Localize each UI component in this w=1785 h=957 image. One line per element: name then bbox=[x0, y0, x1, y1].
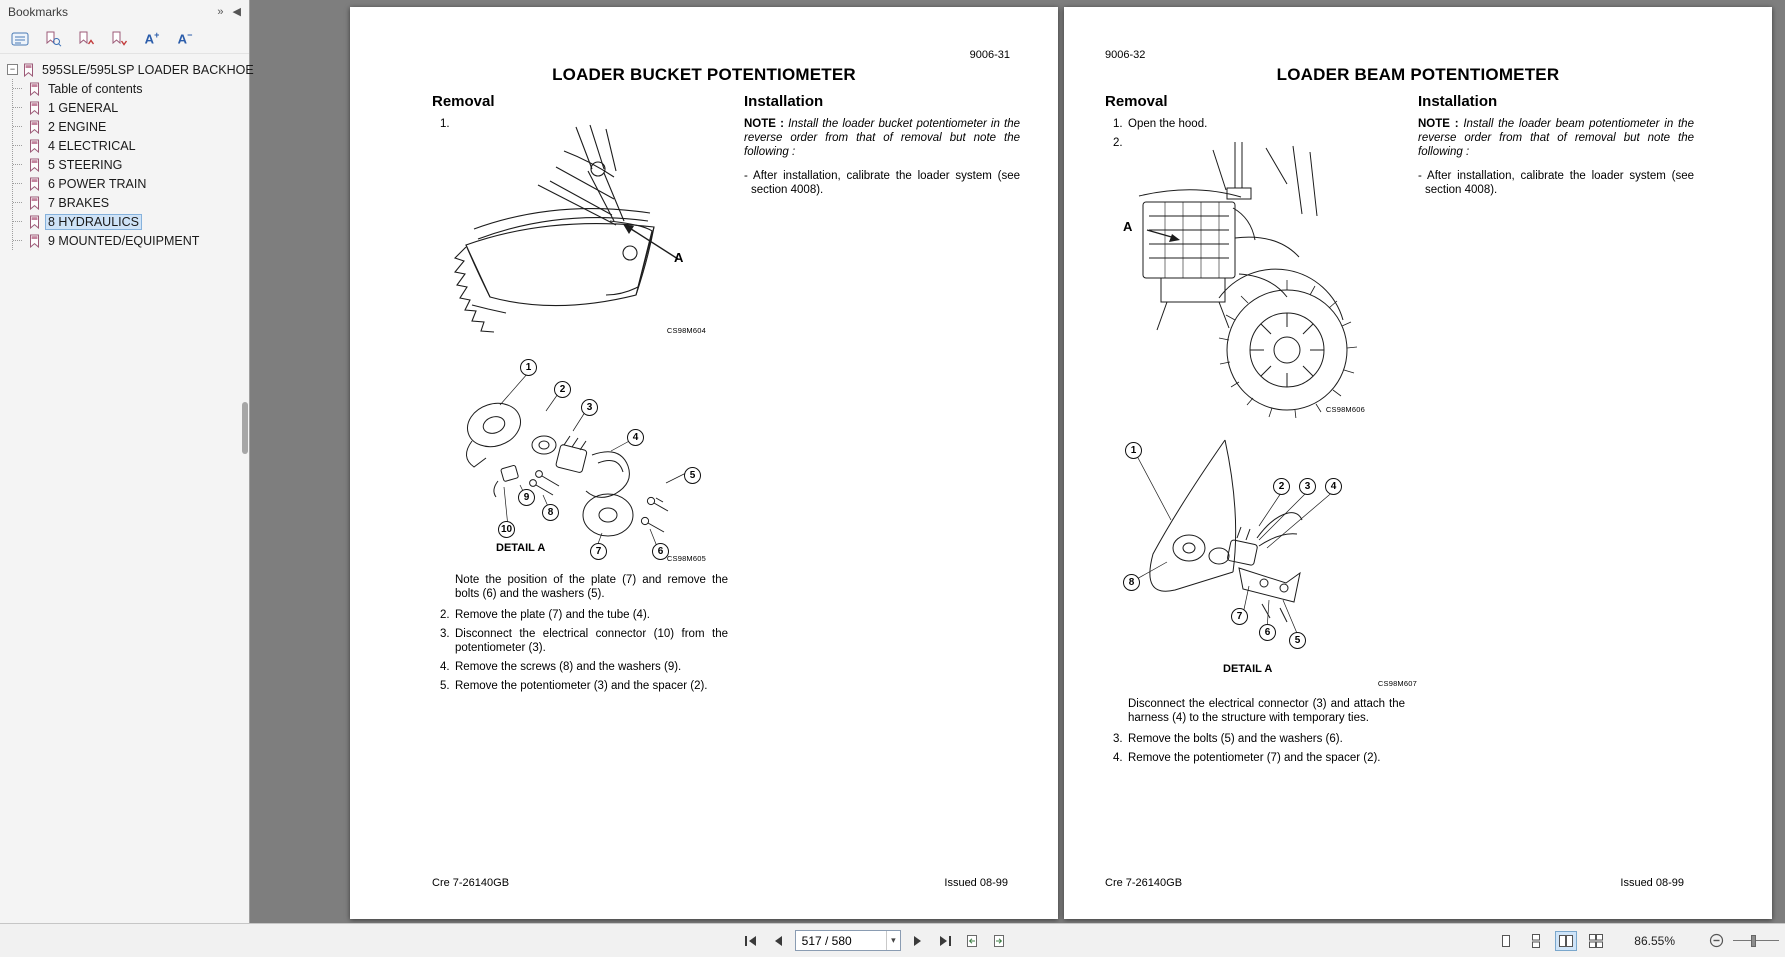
bookmark-flag-icon bbox=[29, 158, 40, 172]
step-4: 4. Remove the potentiometer (7) and the spacer (2). bbox=[1113, 752, 1381, 764]
first-page-button[interactable] bbox=[741, 931, 761, 951]
page-footer bbox=[432, 877, 1008, 889]
next-page-button[interactable] bbox=[908, 931, 928, 951]
installation-heading: Installation bbox=[744, 93, 824, 110]
facing-pages-view-button[interactable] bbox=[1555, 931, 1577, 951]
continuous-view-button[interactable] bbox=[1525, 931, 1547, 951]
installation-bullet: - After installation, calibrate the loader system (see section 4008). bbox=[1418, 170, 1694, 196]
bookmark-item-electrical[interactable] bbox=[13, 136, 249, 155]
font-decrease-button[interactable] bbox=[175, 30, 195, 48]
bookmark-flag-icon bbox=[29, 120, 40, 134]
page-title: LOADER BUCKET POTENTIOMETER bbox=[552, 65, 856, 84]
font-decrease-icon: A− bbox=[177, 30, 193, 47]
bookmark-label[interactable]: Table of contents bbox=[48, 81, 143, 96]
part-callout-1: 1 bbox=[1125, 442, 1142, 459]
step-5: 5. Remove the potentiometer (3) and the spacer (2). bbox=[440, 680, 708, 692]
step-4: 4. Remove the screws (8) and the washers (9). bbox=[440, 661, 682, 673]
single-page-view-button[interactable] bbox=[1495, 931, 1517, 951]
bookmark-label[interactable]: 4 ELECTRICAL bbox=[48, 138, 136, 153]
step-2: 2. Remove the plate (7) and the tube (4). bbox=[440, 609, 650, 621]
previous-view-icon bbox=[965, 934, 979, 948]
part-callout-1: 1 bbox=[520, 359, 537, 376]
bucket-potentiometer-exploded-figure bbox=[438, 351, 708, 567]
removal-steps bbox=[1105, 732, 1405, 765]
footer-reference: Cre 7-26140GB bbox=[432, 877, 510, 889]
bookmark-label-selected[interactable]: 8 HYDRAULICS bbox=[45, 214, 142, 230]
installation-note: NOTE : Install the loader beam potentiometer in the reverse order from that of removal but note the following : bbox=[1418, 118, 1694, 158]
zoom-slider[interactable] bbox=[1733, 934, 1779, 948]
bookmark-label[interactable]: 7 BRAKES bbox=[48, 195, 110, 210]
previous-page-icon bbox=[772, 935, 784, 947]
step-1-continuation: Note the position of the plate (7) and remove the bolts (6) and the washers (5). bbox=[455, 574, 728, 600]
page-left bbox=[350, 7, 1058, 919]
page-right bbox=[1064, 7, 1772, 919]
page-number-value[interactable]: 517 / 580 bbox=[801, 933, 852, 948]
part-callout-8: 8 bbox=[1123, 574, 1140, 591]
bookmark-options-button[interactable] bbox=[10, 30, 30, 48]
bookmarks-toolbar bbox=[0, 24, 249, 54]
footer-reference: Cre 7-26140GB bbox=[1105, 877, 1183, 889]
installation-column bbox=[744, 95, 1020, 197]
installation-note: NOTE : Install the loader bucket potentiometer in the reverse order from that of removal but note the following : bbox=[744, 118, 1020, 158]
bookmark-root-label[interactable]: 595SLE/595LSP LOADER BACKHOE bbox=[42, 62, 254, 77]
bookmark-find-button[interactable] bbox=[43, 30, 63, 48]
sidebar-scrollbar-thumb[interactable] bbox=[242, 402, 248, 454]
last-page-button[interactable] bbox=[935, 931, 955, 951]
bookmarks-panel-header bbox=[0, 0, 249, 24]
bookmark-children bbox=[12, 79, 249, 250]
tractor-side-figure bbox=[1117, 136, 1367, 418]
part-callout-6: 6 bbox=[652, 543, 669, 560]
continuous-view-icon bbox=[1529, 934, 1543, 948]
status-bar bbox=[0, 923, 1785, 957]
part-callout-4: 4 bbox=[627, 429, 644, 446]
installation-heading: Installation bbox=[1418, 93, 1498, 110]
figure-code: CS98M604 bbox=[666, 326, 706, 335]
bookmark-flag-icon bbox=[29, 215, 40, 229]
bookmark-item-mounted-equipment[interactable] bbox=[13, 231, 249, 250]
exploded-view-drawing bbox=[438, 351, 708, 567]
previous-page-button[interactable] bbox=[768, 931, 788, 951]
bookmark-next-icon bbox=[111, 31, 128, 47]
step-1: 1. Open the hood. bbox=[1113, 118, 1208, 130]
previous-view-button[interactable] bbox=[962, 931, 982, 951]
bookmark-flag-icon bbox=[23, 63, 34, 77]
page-dropdown-arrow-icon[interactable]: ▾ bbox=[886, 931, 900, 950]
beam-potentiometer-detail-figure bbox=[1113, 428, 1353, 660]
step-number: 1. bbox=[440, 118, 450, 130]
next-page-icon bbox=[912, 935, 924, 947]
first-page-icon bbox=[744, 935, 758, 947]
page-code: 9006-32 bbox=[1105, 49, 1146, 61]
bookmark-root-item[interactable] bbox=[0, 60, 254, 79]
part-callout-2: 2 bbox=[1273, 478, 1290, 495]
bookmark-item-brakes[interactable] bbox=[13, 193, 249, 212]
bookmark-item-power-train[interactable] bbox=[13, 174, 249, 193]
bookmark-flag-icon bbox=[29, 234, 40, 248]
page-navigation bbox=[741, 924, 1009, 957]
options-panel-icon bbox=[11, 31, 29, 47]
bookmark-search-icon bbox=[45, 31, 62, 47]
bookmark-label[interactable]: 5 STEERING bbox=[48, 157, 123, 172]
facing-continuous-view-icon bbox=[1588, 934, 1604, 948]
part-callout-10: 10 bbox=[498, 521, 515, 538]
part-callout-6: 6 bbox=[1259, 624, 1276, 641]
installation-column bbox=[1418, 95, 1694, 197]
next-view-button[interactable] bbox=[989, 931, 1009, 951]
footer-issued: Issued 08-99 bbox=[944, 877, 1008, 889]
bookmark-label[interactable]: 1 GENERAL bbox=[48, 100, 119, 115]
bookmark-previous-icon bbox=[78, 31, 95, 47]
removal-heading: Removal bbox=[1105, 93, 1168, 110]
removal-steps bbox=[432, 608, 728, 693]
bookmark-label[interactable]: 9 MOUNTED/EQUIPMENT bbox=[48, 233, 200, 248]
zoom-and-view-controls bbox=[1495, 924, 1781, 957]
detail-a-caption: DETAIL A bbox=[1223, 663, 1273, 675]
bookmark-label[interactable]: 2 ENGINE bbox=[48, 119, 107, 134]
part-callout-5: 5 bbox=[1289, 632, 1306, 649]
bookmark-previous-button[interactable] bbox=[76, 30, 96, 48]
bookmarks-tree bbox=[0, 54, 254, 250]
figure-code: CS98M607 bbox=[1377, 679, 1417, 688]
part-callout-2: 2 bbox=[554, 381, 571, 398]
part-callout-5: 5 bbox=[684, 467, 701, 484]
removal-heading: Removal bbox=[432, 93, 495, 110]
bookmark-item-steering[interactable] bbox=[13, 155, 249, 174]
document-view-area[interactable] bbox=[251, 0, 1785, 923]
zoom-level[interactable]: 86.55% bbox=[1634, 933, 1675, 948]
step-3: 3. Remove the bolts (5) and the washers (6). bbox=[1113, 733, 1343, 745]
font-increase-icon: A+ bbox=[144, 30, 160, 47]
bookmark-flag-icon bbox=[29, 177, 40, 191]
bookmark-item-general[interactable] bbox=[13, 98, 249, 117]
bookmarks-sidebar bbox=[0, 0, 254, 923]
facing-pages-view-icon bbox=[1558, 934, 1574, 948]
part-callout-4: 4 bbox=[1325, 478, 1342, 495]
detail-a-label: DETAIL A bbox=[496, 542, 546, 554]
bookmark-flag-icon bbox=[29, 139, 40, 153]
page-title: LOADER BEAM POTENTIOMETER bbox=[1276, 65, 1560, 84]
installation-bullet: - After installation, calibrate the loader system (see section 4008). bbox=[744, 170, 1020, 196]
step-2-continuation: Disconnect the electrical connector (3) and attach the harness (4) to the structure with temporary ties. bbox=[1128, 698, 1405, 724]
bookmark-label[interactable]: 6 POWER TRAIN bbox=[48, 176, 147, 191]
single-page-view-icon bbox=[1499, 934, 1513, 948]
part-callout-9: 9 bbox=[518, 489, 535, 506]
sidebar-collapse-icon[interactable]: ◀ bbox=[232, 5, 241, 18]
bookmark-item-hydraulics[interactable] bbox=[13, 212, 249, 231]
font-increase-button[interactable] bbox=[142, 30, 162, 48]
step-3: 3. Disconnect the electrical connector (10) from the potentiometer (3). bbox=[440, 628, 728, 654]
removal-column bbox=[432, 95, 728, 698]
zoom-out-button[interactable] bbox=[1707, 932, 1725, 950]
detail-view-drawing bbox=[1113, 428, 1353, 660]
zoom-out-icon bbox=[1709, 933, 1724, 948]
page-footer bbox=[1105, 877, 1684, 889]
part-callout-3: 3 bbox=[581, 399, 598, 416]
bookmark-flag-icon bbox=[29, 101, 40, 115]
page-code: 9006-31 bbox=[969, 49, 1010, 61]
loader-bucket-figure bbox=[438, 117, 708, 339]
part-callout-7: 7 bbox=[590, 543, 607, 560]
tractor-line-drawing bbox=[1117, 136, 1367, 418]
next-view-icon bbox=[992, 934, 1006, 948]
part-callout-7: 7 bbox=[1231, 608, 1248, 625]
bookmark-next-button[interactable] bbox=[109, 30, 129, 48]
bucket-line-drawing bbox=[438, 117, 708, 339]
last-page-icon bbox=[938, 935, 952, 947]
bookmarks-panel-title: Bookmarks bbox=[8, 5, 69, 19]
zoom-slider-thumb[interactable] bbox=[1751, 935, 1756, 947]
page-number-input[interactable] bbox=[795, 930, 901, 951]
removal-column: Removal 1. Open the hood. 2. A CS98M606 1 2 3 4 5 6 7 8 DETAIL A CS98M607 Disconnect the electrical connector (3) and attach the harness (4) to the structure with temporary ties. 3. Remove the bolts (5) and the washers (6). 4. Remove the potentiometer (7) and the spacer (2). bbox=[1105, 93, 1417, 764]
bookmark-flag-icon bbox=[29, 82, 40, 96]
bookmark-flag-icon bbox=[29, 196, 40, 210]
bookmark-item-engine[interactable] bbox=[13, 117, 249, 136]
facing-continuous-view-button[interactable] bbox=[1585, 931, 1607, 951]
figure-callout-a: A bbox=[1123, 219, 1133, 234]
figure-code: CS98M606 bbox=[1325, 405, 1365, 414]
part-callout-8: 8 bbox=[542, 504, 559, 521]
sidebar-float-icon[interactable]: » bbox=[217, 5, 224, 18]
figure-callout-a: A bbox=[674, 250, 684, 265]
footer-issued: Issued 08-99 bbox=[1620, 877, 1684, 889]
part-callout-3: 3 bbox=[1299, 478, 1316, 495]
bookmark-item-table-of-contents[interactable] bbox=[13, 79, 249, 98]
figure-code: CS98M605 bbox=[666, 554, 706, 563]
tree-expander-icon[interactable]: − bbox=[7, 64, 18, 75]
